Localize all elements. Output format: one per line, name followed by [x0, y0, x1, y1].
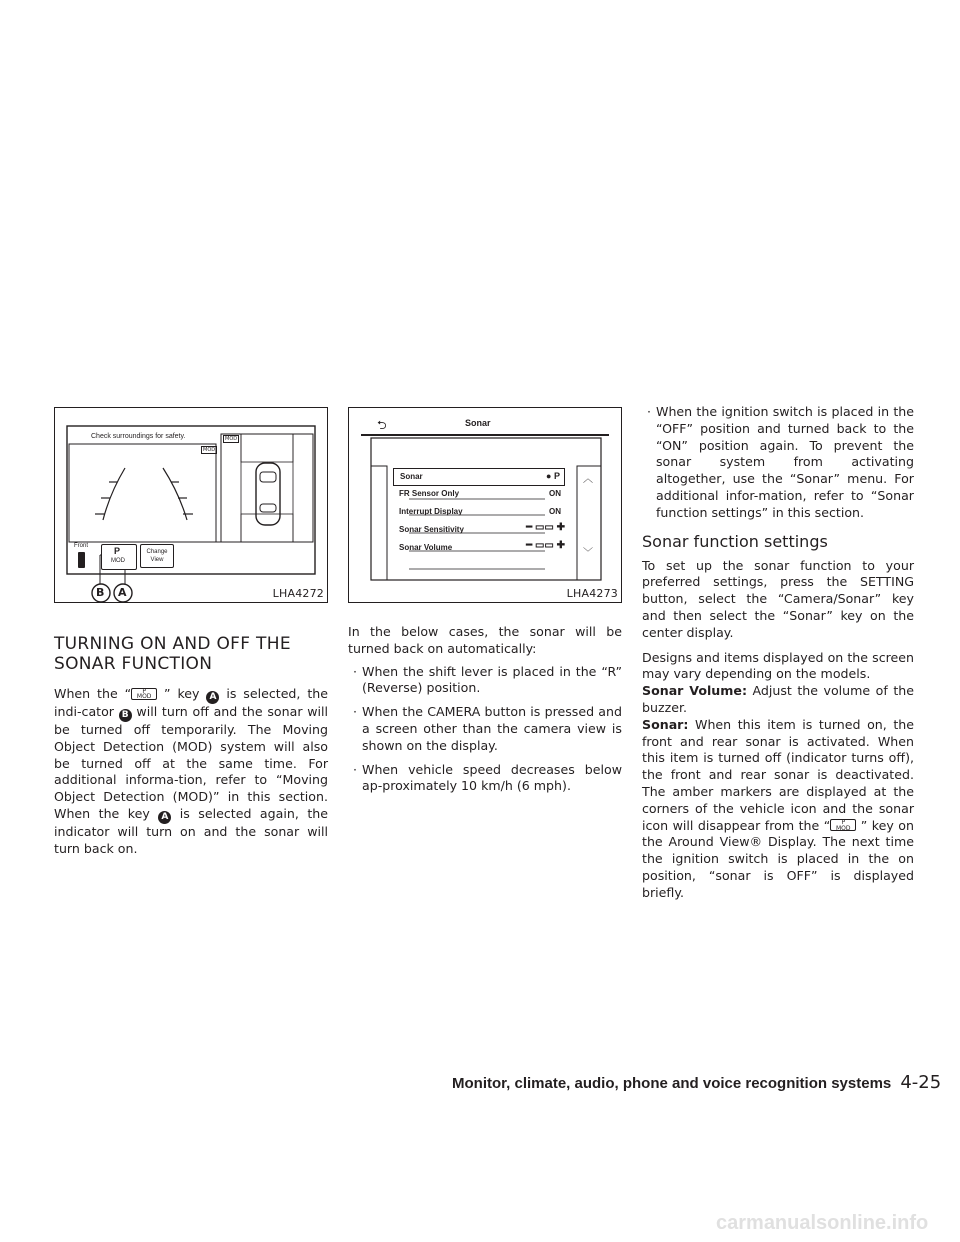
front-indicator-icon	[78, 552, 85, 568]
callout-a-icon: A	[158, 811, 171, 824]
menu-row-volume[interactable]	[393, 540, 565, 558]
figure-label: LHA4272	[272, 587, 324, 600]
sonar-mod-key-icon: P MOD	[131, 688, 157, 700]
section-right-column	[642, 404, 914, 902]
change-view-line2: View	[150, 557, 164, 563]
menu-row-sonar[interactable]	[393, 468, 565, 486]
menu-row-label: Sonar Sensitivity	[399, 525, 464, 534]
watermark: carmanualsonline.info	[716, 1212, 929, 1234]
sonar-p-icon: P	[114, 546, 121, 556]
menu-row-label: Interrupt Display	[399, 507, 463, 516]
page-footer	[452, 1072, 942, 1093]
menu-row-label: FR Sensor Only	[399, 489, 460, 498]
footer-chapter-title: Monitor, climate, audio, phone and voice recognition systems	[452, 1075, 892, 1092]
sonar-volume-paragraph: Sonar Volume: Adjust the volume of the buzzer.	[642, 683, 914, 715]
figure-mod-screen	[54, 407, 328, 603]
mod-key-button[interactable]	[101, 544, 137, 570]
callout-a-icon: A	[206, 691, 219, 704]
safety-banner: Check surroundings for safety.	[91, 433, 186, 440]
sensitivity-slider[interactable]: ━ ▭▭ ✚	[526, 522, 565, 533]
mod-tag-small: MOD	[203, 447, 216, 453]
callout-a: A	[118, 586, 127, 599]
menu-row-value: ON	[549, 507, 561, 516]
back-arrow-icon[interactable]: ⮌	[377, 418, 387, 432]
bullet-item: · When vehicle speed decreases below ap-proximately 10 km/h (6 mph).	[352, 761, 622, 794]
footer-page-number: 4-25	[900, 1072, 942, 1093]
section-heading: TURNING ON AND OFF THE SONAR FUNCTION	[54, 634, 291, 674]
menu-row-value: ON	[549, 489, 561, 498]
mod-key-label: MOD	[111, 558, 125, 564]
change-view-button[interactable]	[140, 544, 174, 568]
front-label: Front	[74, 543, 89, 549]
change-view-line1: Change	[146, 549, 168, 555]
bullet-item: · When the shift lever is placed in the “R” (Reverse) position.	[352, 663, 622, 696]
sonar-mod-key-icon: P MOD	[830, 819, 856, 831]
bullet-item: · When the CAMERA button is pressed and a screen other than the camera view is shown on the display.	[352, 704, 622, 753]
intro-paragraph: In the below cases, the sonar will be turned back on automatically:	[348, 624, 622, 656]
sonar-toggle-icon: ● P	[546, 471, 560, 481]
bullet-item: · When the ignition switch is placed in the “OFF” position and turned back to the “ON” position again. To prevent the sonar system from activating altogether, use the “Sonar” menu. For additional infor-mation, refer to “Sonar function settings” in this section.	[646, 404, 914, 520]
mod-tag-top: MOD	[225, 436, 238, 442]
sonar-paragraph: Sonar: When this item is turned on, the front and rear sonar is activated. When this item is turned off (indicator turns off), the front and rear sonar is deactivated. The amber markers are displayed at the corners of the vehicle icon and the sonar icon will disappear from the “ P MOD ” key on the Around View® Display. The next time the ignition switch is placed in the on position, “sonar is OFF” is displayed briefly.	[642, 716, 914, 900]
menu-row-label: Sonar Volume	[399, 543, 453, 552]
menu-row-sensitivity[interactable]	[393, 522, 565, 540]
scroll-down-icon[interactable]: ﹀	[583, 548, 593, 559]
scroll-up-icon[interactable]: ︿	[583, 474, 593, 485]
figure-sonar-menu	[348, 407, 622, 603]
setup-paragraph: To set up the sonar function to your preferred settings, press the SETTING button, select the “Camera/Sonar” key and then select the “Sonar” key on the center display.	[642, 557, 914, 640]
section-heading: Sonar function settings	[642, 531, 828, 551]
section-paragraph: When the “ P MOD ” key A is selected, the indi-cator B will turn off and the sonar will be turned off temporarily. The Moving Object Detection (MOD) system will also be turned off at the same time. For additional informa-tion, refer to “Moving Object Detection (MOD)” in this section. When the key A is selected again, the indicator will turn on and the sonar will turn back on.	[54, 686, 328, 856]
menu-row-interrupt[interactable]	[393, 504, 565, 522]
figure-label: LHA4273	[566, 587, 618, 600]
section-turning-on-off	[54, 634, 328, 858]
callout-b-icon: B	[119, 709, 132, 722]
menu-row-label: Sonar	[400, 472, 423, 481]
designs-paragraph: Designs and items displayed on the screen may vary depending on the models.	[642, 649, 914, 682]
menu-row-fr-sensor[interactable]	[393, 486, 565, 504]
section-auto-on-cases	[348, 624, 622, 802]
menu-list	[393, 468, 565, 588]
volume-slider[interactable]: ━ ▭▭ ✚	[526, 540, 565, 551]
menu-title: Sonar	[465, 418, 491, 428]
callout-b: B	[96, 586, 105, 599]
